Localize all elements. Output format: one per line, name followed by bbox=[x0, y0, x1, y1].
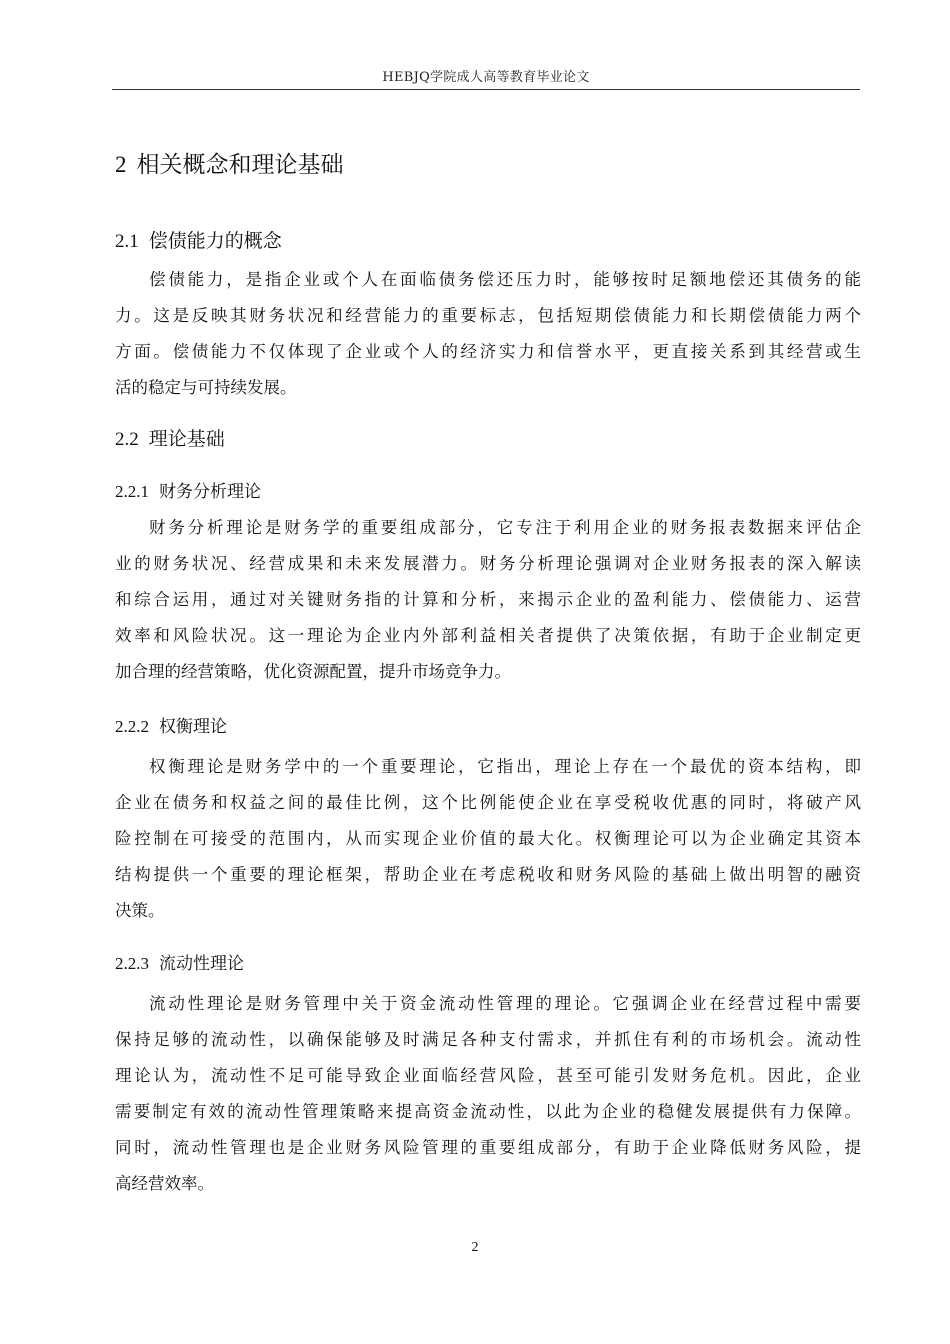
subsection-heading-2-2-1 bbox=[115, 477, 261, 502]
section-number: 2.1 bbox=[115, 231, 139, 252]
chapter-heading bbox=[115, 146, 344, 179]
paragraph-line: 需要制定有效的流动性管理策略来提高资金流动性，以此为企业的稳健发展提供有力保障。 bbox=[115, 1102, 861, 1121]
paragraph-line: 企业在债务和权益之间的最佳比例，这个比例能使企业在享受税收优惠的同时，将破产风 bbox=[115, 793, 861, 812]
paragraph-line: 加合理的经营策略，优化资源配置，提升市场竞争力。 bbox=[115, 662, 511, 681]
subsection-heading-2-2-2 bbox=[115, 712, 227, 737]
running-header: HEBJQ学院成人高等教育毕业论文 bbox=[382, 70, 590, 85]
section-heading-2-2 bbox=[115, 424, 225, 451]
paragraph-line: 方面。偿债能力不仅体现了企业或个人的经济实力和信誉水平，更直接关系到其经营或生 bbox=[115, 342, 861, 361]
paragraph-line: 理论认为，流动性不足可能导致企业面临经营风险，甚至可能引发财务危机。因此，企业 bbox=[115, 1066, 861, 1085]
paragraph-line: 流动性理论是财务管理中关于资金流动性管理的理论。它强调企业在经营过程中需要 bbox=[149, 994, 861, 1013]
paragraph-solvency-concept bbox=[115, 262, 861, 406]
subsection-number: 2.2.1 bbox=[115, 482, 149, 501]
paragraph-line: 业的财务状况、经营成果和未来发展潜力。财务分析理论强调对企业财务报表的深入解读 bbox=[115, 554, 861, 573]
paragraph-line: 效率和风险状况。这一理论为企业内外部利益相关者提供了决策依据，有助于企业制定更 bbox=[115, 626, 861, 645]
chapter-title: 相关概念和理论基础 bbox=[136, 152, 344, 178]
paragraph-line: 险控制在可接受的范围内，从而实现企业价值的最大化。权衡理论可以为企业确定其资本 bbox=[115, 829, 861, 848]
subsection-title: 流动性理论 bbox=[159, 954, 244, 974]
paragraph-tradeoff-theory bbox=[115, 749, 861, 929]
subsection-title: 财务分析理论 bbox=[159, 482, 261, 502]
paragraph-line: 决策。 bbox=[115, 901, 165, 920]
paragraph-line: 权衡理论是财务学中的一个重要理论，它指出，理论上存在一个最优的资本结构，即 bbox=[149, 757, 861, 776]
section-number: 2.2 bbox=[115, 429, 139, 450]
paragraph-line: 财务分析理论是财务学的重要组成部分，它专注于利用企业的财务报表数据来评估企 bbox=[149, 518, 861, 537]
subsection-number: 2.2.3 bbox=[115, 954, 149, 973]
section-title: 偿债能力的概念 bbox=[148, 230, 282, 252]
subsection-number: 2.2.2 bbox=[115, 717, 149, 736]
paragraph-financial-analysis bbox=[115, 510, 861, 690]
paragraph-line: 高经营效率。 bbox=[115, 1174, 214, 1193]
paragraph-line: 偿债能力，是指企业或个人在面临债务偿还压力时，能够按时足额地偿还其债务的能 bbox=[149, 270, 861, 289]
paragraph-liquidity-theory bbox=[115, 986, 861, 1202]
subsection-heading-2-2-3 bbox=[115, 949, 244, 974]
header-rule bbox=[112, 89, 860, 90]
subsection-title: 权衡理论 bbox=[159, 717, 227, 737]
paragraph-line: 结构提供一个重要的理论框架，帮助企业在考虑税收和财务风险的基础上做出明智的融资 bbox=[115, 865, 861, 884]
page-number: 2 bbox=[471, 1240, 479, 1255]
chapter-number: 2 bbox=[115, 152, 127, 177]
section-heading-2-1 bbox=[115, 226, 282, 253]
paragraph-line: 保持足够的流动性，以确保能够及时满足各种支付需求，并抓住有利的市场机会。流动性 bbox=[115, 1030, 861, 1049]
paragraph-line: 同时，流动性管理也是企业财务风险管理的重要组成部分，有助于企业降低财务风险，提 bbox=[115, 1138, 861, 1157]
paragraph-line: 和综合运用，通过对关键财务指的计算和分析，来揭示企业的盈利能力、偿债能力、运营 bbox=[115, 590, 861, 609]
paragraph-line: 活的稳定与可持续发展。 bbox=[115, 378, 297, 397]
section-title: 理论基础 bbox=[148, 428, 225, 450]
paragraph-line: 力。这是反映其财务状况和经营能力的重要标志，包括短期偿债能力和长期偿债能力两个 bbox=[115, 306, 861, 325]
